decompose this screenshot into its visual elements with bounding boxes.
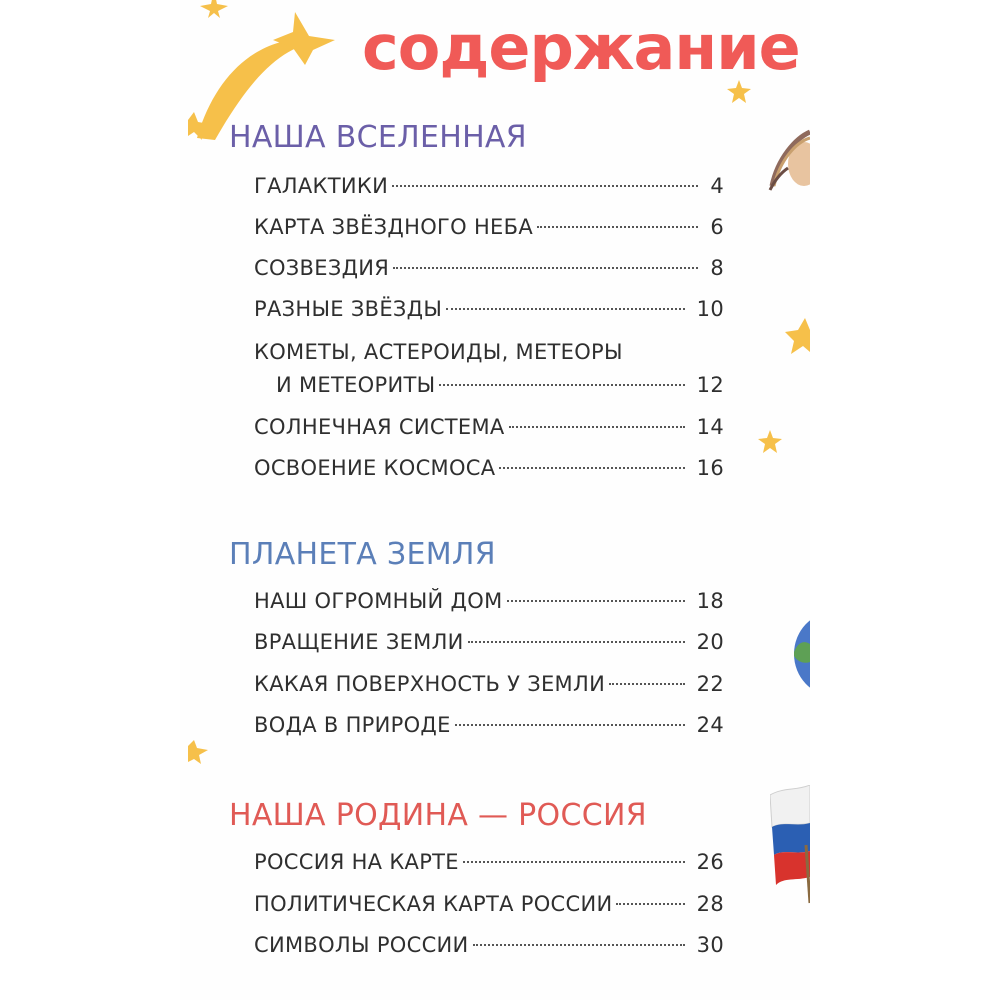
star-icon bbox=[188, 112, 210, 140]
dot-leader bbox=[439, 384, 684, 386]
dot-leader bbox=[473, 944, 685, 946]
toc-entry[interactable] bbox=[254, 586, 724, 616]
toc-entry[interactable] bbox=[254, 889, 724, 919]
dot-leader bbox=[392, 185, 698, 187]
toc-page-number: 8 bbox=[710, 256, 724, 280]
toc-entry[interactable] bbox=[254, 294, 724, 324]
earth-icon bbox=[792, 612, 810, 696]
star-icon bbox=[785, 318, 810, 358]
toc-page-number: 24 bbox=[696, 713, 724, 737]
toc-entry-label: И МЕТЕОРИТЫ bbox=[276, 373, 436, 397]
russian-flag-icon bbox=[770, 785, 810, 905]
toc-entry-label-line1[interactable]: КОМЕТЫ, АСТЕРОИДЫ, МЕТЕОРЫ bbox=[254, 340, 623, 364]
toc-entry-label: ВРАЩЕНИЕ ЗЕМЛИ bbox=[254, 630, 464, 654]
toc-entry[interactable] bbox=[254, 847, 724, 877]
dot-leader bbox=[463, 861, 685, 863]
page-title: содержание bbox=[362, 11, 800, 84]
toc-entry[interactable] bbox=[254, 171, 724, 201]
toc-entry-label: ОСВОЕНИЕ КОСМОСА bbox=[254, 456, 496, 480]
dot-leader bbox=[393, 267, 698, 269]
toc-page-number: 12 bbox=[696, 373, 724, 397]
toc-page-number: 10 bbox=[696, 297, 724, 321]
dot-leader bbox=[509, 426, 685, 428]
toc-entry-label: РАЗНЫЕ ЗВЁЗДЫ bbox=[254, 297, 443, 321]
star-icon bbox=[758, 430, 782, 454]
toc-entry-label: СОЗВЕЗДИЯ bbox=[254, 256, 390, 280]
dot-leader bbox=[537, 226, 698, 228]
toc-page-number: 26 bbox=[696, 850, 724, 874]
dot-leader bbox=[499, 467, 684, 469]
toc-entry[interactable] bbox=[276, 370, 724, 400]
toc-page-number: 28 bbox=[696, 892, 724, 916]
toc-entry-label: КАРТА ЗВЁЗДНОГО НЕБА bbox=[254, 215, 533, 239]
star-icon bbox=[200, 0, 228, 18]
toc-entry-label: СИМВОЛЫ РОССИИ bbox=[254, 933, 469, 957]
dot-leader bbox=[507, 600, 685, 602]
toc-page-number: 6 bbox=[710, 215, 724, 239]
toc-page-number: 14 bbox=[696, 415, 724, 439]
toc-entry-label: КАКАЯ ПОВЕРХНОСТЬ У ЗЕМЛИ bbox=[254, 672, 606, 696]
toc-page-number: 18 bbox=[696, 589, 724, 613]
toc-entry-label: ВОДА В ПРИРОДЕ bbox=[254, 713, 451, 737]
toc-entry[interactable] bbox=[254, 669, 724, 699]
toc-entry[interactable] bbox=[254, 710, 724, 740]
toc-entry-label: ГАЛАКТИКИ bbox=[254, 174, 389, 198]
dot-leader bbox=[446, 308, 684, 310]
toc-entry[interactable] bbox=[254, 453, 724, 483]
star-icon bbox=[188, 740, 208, 764]
dot-leader bbox=[616, 903, 684, 905]
dot-leader bbox=[455, 724, 685, 726]
toc-page-number: 4 bbox=[710, 174, 724, 198]
toc-entry[interactable] bbox=[254, 212, 724, 242]
toc-page-number: 22 bbox=[696, 672, 724, 696]
section-heading: НАША РОДИНА — РОССИЯ bbox=[229, 798, 647, 833]
saturn-icon bbox=[766, 128, 810, 198]
section-heading: НАША ВСЕЛЕННАЯ bbox=[229, 120, 527, 155]
toc-entry-label: ПОЛИТИЧЕСКАЯ КАРТА РОССИИ bbox=[254, 892, 613, 916]
toc-page-number: 30 bbox=[696, 933, 724, 957]
dot-leader bbox=[609, 683, 685, 685]
toc-entry[interactable] bbox=[254, 930, 724, 960]
toc-entry[interactable] bbox=[254, 627, 724, 657]
dot-leader bbox=[468, 641, 685, 643]
toc-entry[interactable] bbox=[254, 253, 724, 283]
section-heading: ПЛАНЕТА ЗЕМЛЯ bbox=[229, 537, 496, 572]
toc-entry-label: НАШ ОГРОМНЫЙ ДОМ bbox=[254, 589, 503, 613]
toc-entry-label: РОССИЯ НА КАРТЕ bbox=[254, 850, 459, 874]
toc-entry[interactable] bbox=[254, 412, 724, 442]
toc-page-number: 20 bbox=[696, 630, 724, 654]
toc-entry-label: СОЛНЕЧНАЯ СИСТЕМА bbox=[254, 415, 505, 439]
toc-page-number: 16 bbox=[696, 456, 724, 480]
